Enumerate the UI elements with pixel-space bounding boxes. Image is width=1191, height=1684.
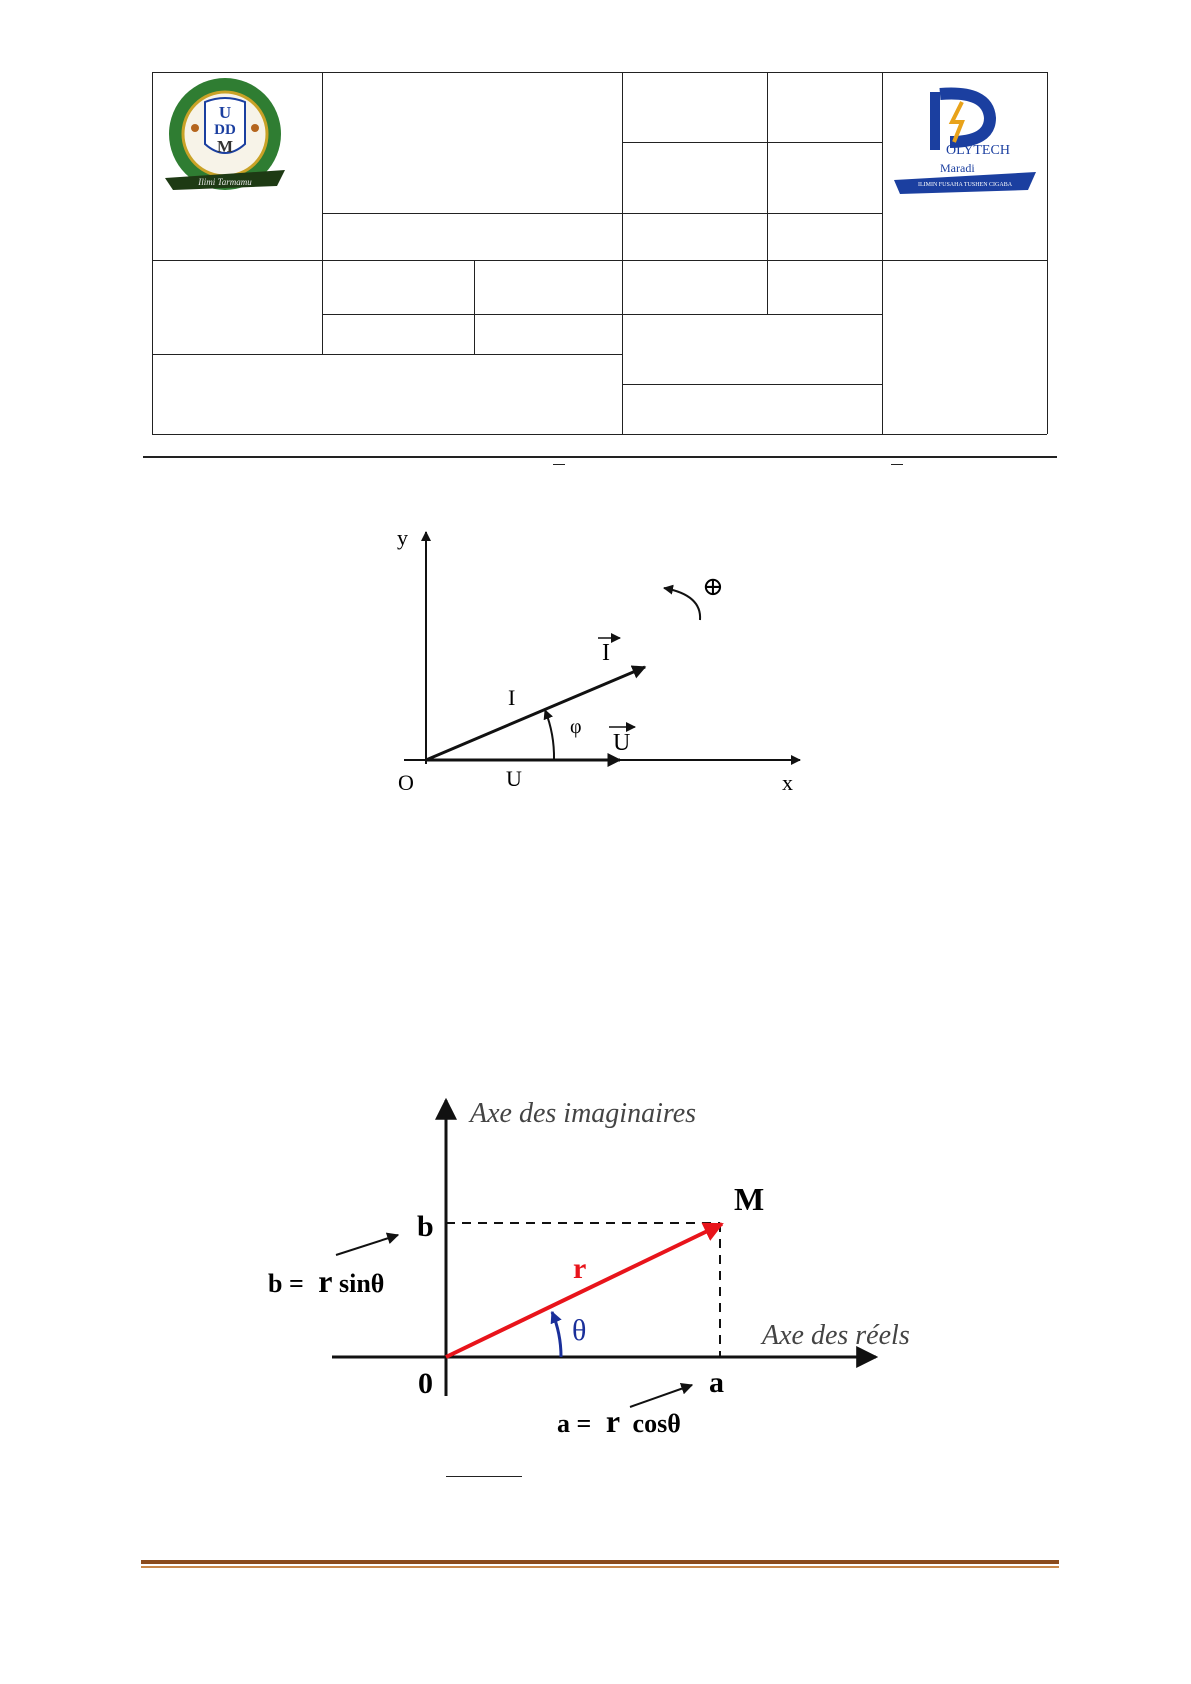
phi-label: φ [570,716,582,738]
a-equation: a = r cosθ [557,1403,681,1439]
polytech-city: Maradi [940,161,975,175]
vector-u-label: U [613,730,631,756]
x-axis-label: x [782,770,793,795]
b-annotation-arrow [336,1235,398,1255]
svg-text:U: U [218,103,232,122]
vector-i-label: I [602,640,610,666]
origin-label: O [398,770,414,795]
b-equation: b = r sinθ [268,1263,385,1299]
a-annotation-arrow [630,1385,692,1407]
university-motto: Ilimi Tarmamu [198,177,252,187]
y-axis-label: y [397,525,408,550]
svg-text:M: M [216,137,234,156]
real-axis-label: Axe des réels [762,1320,910,1351]
polytech-motto: ILIMIN FUSAHA TUSHEN CIGABA [917,182,1013,188]
b-label: b [417,1210,434,1243]
r-label: r [573,1252,587,1285]
footer-rule [141,1560,1059,1564]
polytech-name: OLYTECH [946,143,1010,158]
a-label: a [709,1366,724,1399]
svg-text:DD: DD [214,122,236,138]
magnitude-i-label: I [508,685,516,710]
theta-arc [552,1312,561,1357]
theta-label: θ [572,1314,587,1347]
imaginary-axis-label: Axe des imaginaires [470,1098,697,1129]
origin-zero-label: 0 [418,1367,433,1400]
rotation-label: ⊕ [702,572,724,601]
magnitude-u-label: U [506,766,522,791]
point-m-label: M [734,1181,765,1217]
formula-underline [446,1476,522,1477]
